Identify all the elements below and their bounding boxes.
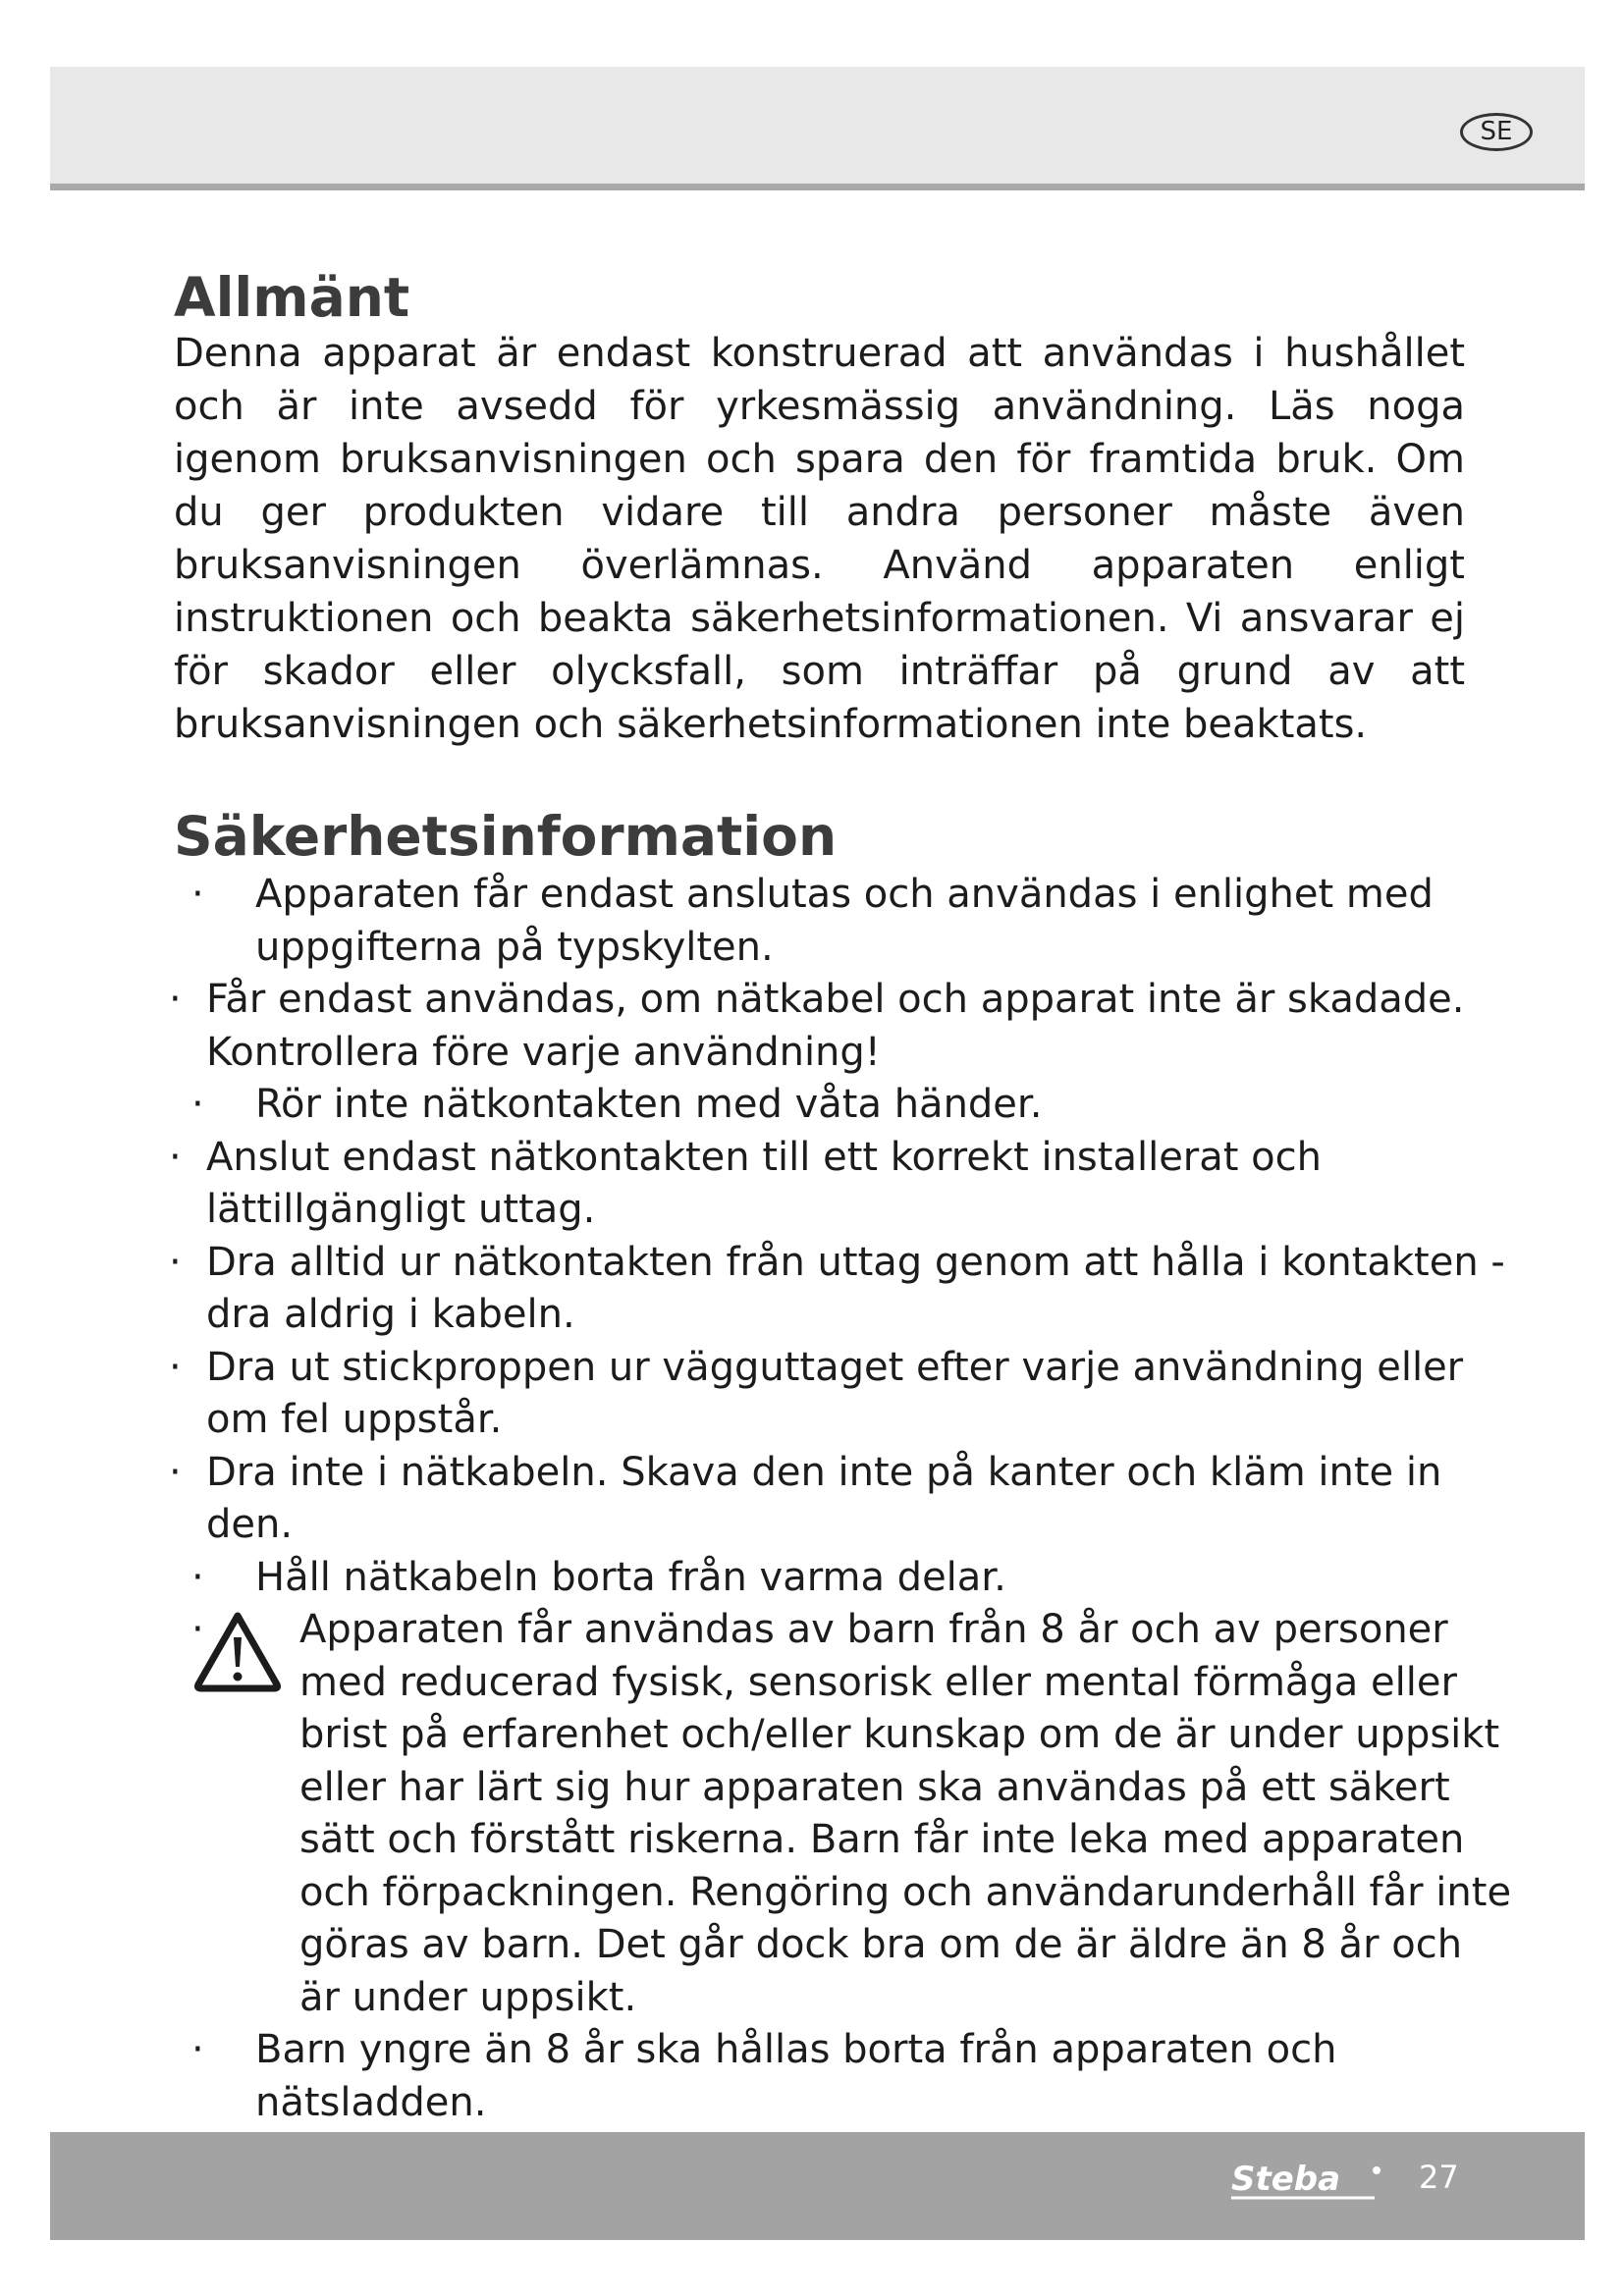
safety-item-text: Dra alltid ur nätkontakten från uttag genom att hålla i kontakten - dra aldrig i kabeln. <box>206 1239 1505 1337</box>
brand-logo <box>1227 2157 1384 2214</box>
safety-item <box>169 974 1514 1079</box>
heading-safety: Säkerhetsinformation <box>174 805 838 868</box>
safety-item-text: Får endast användas, om nätkabel och apparat inte är skadade. Kontrollera före varje användning! <box>206 977 1465 1075</box>
heading-general: Allmänt <box>174 266 410 329</box>
bullet-dot: · <box>191 2027 204 2072</box>
safety-item <box>169 1447 1514 1552</box>
bullet-dot: · <box>169 977 182 1022</box>
safety-item-text: Anslut endast nätkontakten till ett korrekt installerat och lättillgängligt uttag. <box>206 1134 1322 1232</box>
safety-item <box>169 1342 1514 1447</box>
bullet-dot: · <box>191 1607 204 1652</box>
general-paragraph: Denna apparat är endast konstruerad att användas i hushållet och är inte avsedd för yrkesmässig användning. Läs noga igenom bruksanvisningen och spara den för framtida bruk. Om du ger produkten vidare till andra personer måste även bruksanvisningen överlämnas. Använd apparaten enligt instruktionen och beakta säkerhetsinformationen. Vi ansvarar ej för skador eller olycksfall, som inträffar på grund av att bruksanvisningen och säkerhetsinformationen inte beaktats. <box>174 331 1465 747</box>
safety-item <box>169 1237 1514 1342</box>
safety-item <box>169 1132 1514 1237</box>
safety-item <box>169 1079 1514 1132</box>
bullet-dot: · <box>169 1134 182 1180</box>
warning-triangle-icon <box>192 1610 283 1692</box>
safety-item <box>169 869 1514 974</box>
safety-item-text: Dra ut stickproppen ur vägguttaget efter varje användning eller om fel uppstår. <box>206 1344 1464 1442</box>
header-bar <box>50 67 1585 190</box>
brand-text: Steba <box>1231 2160 1341 2199</box>
safety-item-text: Dra inte i nätkabeln. Skava den inte på kanter och kläm inte in den. <box>206 1449 1442 1547</box>
bullet-dot: · <box>191 1082 204 1127</box>
safety-item <box>169 1552 1514 1605</box>
safety-item-text: Rör inte nätkontakten med våta händer. <box>255 1082 1043 1127</box>
safety-item-text: Apparaten får användas av barn från 8 år och av personer med reducerad fysisk, sensorisk eller mental förmåga eller brist på erfarenhet och/eller kunskap om de är under uppsikt eller har lärt sig hur apparaten ska användas på ett säkert sätt och förstått riskerna. Barn får inte leka med apparaten och förpackningen. Rengöring och användarunderhåll får inte göras av barn. Det går dock bra om de är äldre än 8 år och är under uppsikt. <box>299 1607 1512 2020</box>
bullet-dot: · <box>191 1554 204 1600</box>
safety-item-warning <box>169 1604 1514 2024</box>
bullet-dot: · <box>169 1449 182 1495</box>
safety-item <box>169 2024 1514 2129</box>
safety-item-text: Apparaten får endast anslutas och användas i enlighet med uppgifterna på typskylten. <box>255 872 1434 970</box>
bullet-dot: · <box>169 1344 182 1390</box>
page-number: 27 <box>1419 2159 1459 2196</box>
bullet-dot: · <box>191 872 204 917</box>
bullet-dot: · <box>169 1239 182 1285</box>
safety-item-text: Barn yngre än 8 år ska hållas borta från apparaten och nätsladden. <box>255 2027 1337 2125</box>
language-badge: SE <box>1460 113 1533 151</box>
safety-list <box>169 869 1514 2129</box>
safety-item-text: Håll nätkabeln borta från varma delar. <box>255 1554 1006 1600</box>
